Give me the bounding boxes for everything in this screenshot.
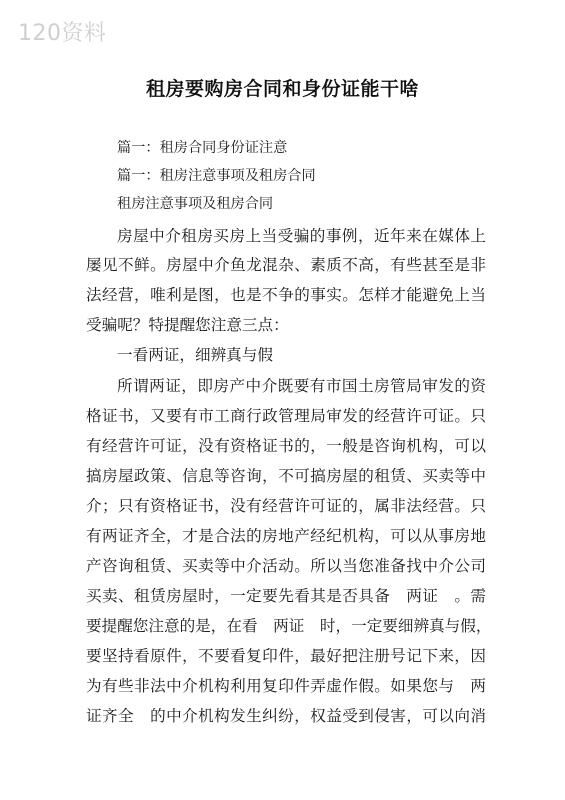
paragraph-line: 介；只有资格证书，没有经营许可证的，属非法经营。只 [86,497,486,515]
section-heading: 篇一：租房注意事项及租房合同 [117,168,316,184]
section-heading: 租房注意事项及租房合同 [117,196,274,212]
paragraph-line: 有经营许可证，没有资格证书的，一般是咨询机构，可以 [86,437,486,455]
paragraph-line: 证齐全 的中介机构发生纠纷，权益受到侵害，可以向消 [86,707,486,725]
paragraph-line: 法经营，唯利是图，也是不争的事实。怎样才能避免上当 [86,286,486,304]
paragraph-line: 搞房屋政策、信息等咨询，不可搞房屋的租赁、买卖等中 [86,467,486,485]
paragraph-line: 房屋中介租房买房上当受骗的事例，近年来在媒体上 [117,227,486,245]
paragraph-line: 要提醒您注意的是，在看 两证 时，一定要细辨真与假， [86,617,492,635]
watermark: 120资料 [18,21,107,46]
subheading: 一看两证，细辨真与假 [117,346,273,364]
paragraph-line: 格证书，又要有市工商行政管理局审发的经营许可证。只 [86,407,486,425]
paragraph-line: 所谓两证，即房产中介既要有市国土房管局审发的资 [117,377,486,395]
paragraph-line: 产咨询租赁、买卖等中介活动。所以当您准备找中介公司 [86,557,486,575]
paragraph-line: 要坚持看原件，不要看复印件，最好把注册号记下来，因 [86,647,486,665]
section-heading: 篇一：租房合同身份证注意 [117,140,288,156]
paragraph-line: 为有些非法中介机构利用复印件弄虚作假。如果您与 两 [86,677,486,695]
paragraph-line: 买卖、租赁房屋时，一定要先看其是否具备 两证 。需 [86,587,486,605]
paragraph-line: 有两证齐全，才是合法的房地产经纪机构，可以从事房地 [86,527,486,545]
document-title: 租房要购房合同和身份证能干啥 [145,78,419,100]
paragraph-line: 受骗呢？特提醒您注意三点： [86,316,289,334]
paragraph-line: 屡见不鲜。房屋中介鱼龙混杂、素质不高，有些甚至是非 [86,256,486,274]
